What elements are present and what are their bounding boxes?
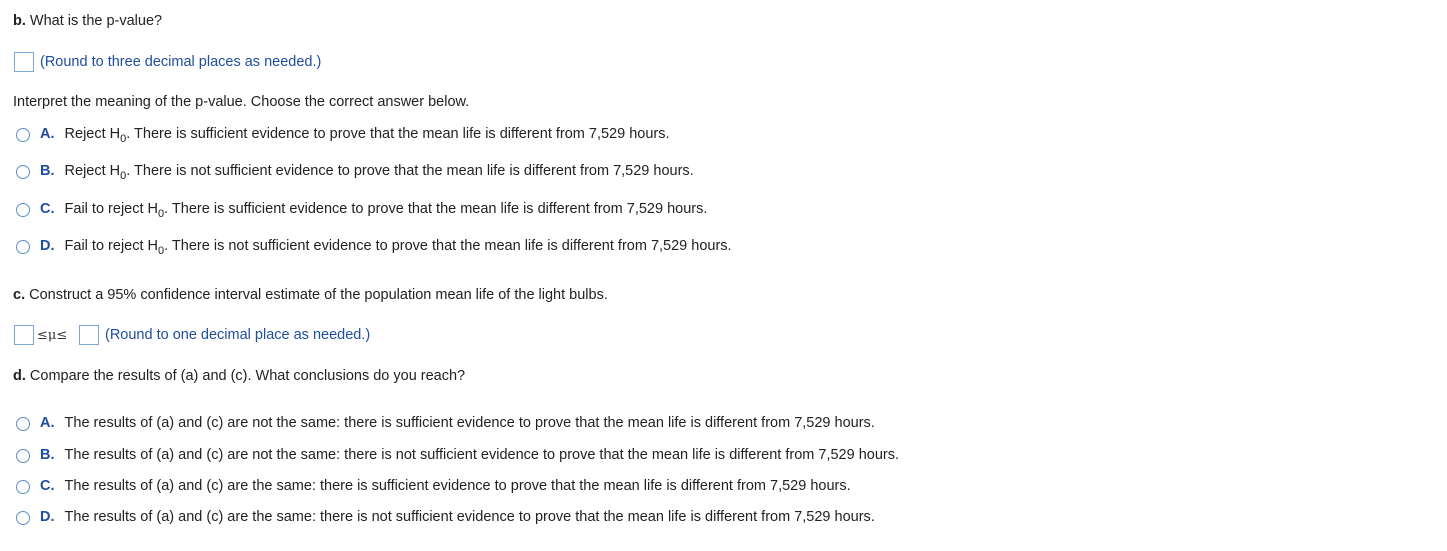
part-c-question <box>13 287 608 303</box>
choice-prefix: Fail to reject H <box>64 238 159 254</box>
part-d-choice-c-radio[interactable] <box>16 480 30 494</box>
ci-upper-input[interactable] <box>79 325 99 345</box>
part-d-choice-b-radio[interactable] <box>16 449 30 463</box>
choice-text: . There is sufficient evidence to prove that the mean life is different from 7,529 hours. <box>164 201 708 217</box>
part-b-choice-a[interactable] <box>40 126 670 145</box>
subscript: 0 <box>120 133 127 145</box>
choice-text: . There is sufficient evidence to prove that the mean life is different from 7,529 hours. <box>126 126 670 142</box>
ci-round-hint: (Round to one decimal place as needed.) <box>105 327 371 343</box>
part-d-text: Compare the results of (a) and (c). What conclusions do you reach? <box>25 368 466 384</box>
choice-letter: D. <box>40 238 55 254</box>
choice-prefix: Fail to reject H <box>64 201 159 217</box>
part-d-choice-a-radio[interactable] <box>16 417 30 431</box>
part-d-label: d. <box>13 368 26 384</box>
p-value-input[interactable] <box>14 52 34 72</box>
part-b-choice-a-radio[interactable] <box>16 128 30 142</box>
choice-text: The results of (a) and (c) are the same: there is not sufficient evidence to prove that the mean life is different from 7,529 hours. <box>64 509 875 525</box>
subscript: 0 <box>158 208 165 220</box>
choice-prefix: Reject H <box>64 126 121 142</box>
part-c-label: c. <box>13 287 26 303</box>
part-d-choice-d-radio[interactable] <box>16 511 30 525</box>
choice-text: The results of (a) and (c) are the same: there is sufficient evidence to prove that the mean life is different from 7,529 hours. <box>64 478 851 494</box>
subscript: 0 <box>120 170 127 182</box>
choice-text: . There is not sufficient evidence to prove that the mean life is different from 7,529 hours. <box>164 238 732 254</box>
choice-letter: C. <box>40 201 55 217</box>
subscript: 0 <box>158 245 165 257</box>
part-b-text: What is the p-value? <box>25 13 163 29</box>
choice-text: . There is not sufficient evidence to prove that the mean life is different from 7,529 hours. <box>126 163 694 179</box>
part-b-choice-d[interactable] <box>40 238 732 257</box>
part-b-question <box>13 13 162 29</box>
choice-prefix: Reject H <box>64 163 121 179</box>
choice-letter: A. <box>40 126 55 142</box>
p-value-round-hint: (Round to three decimal places as needed.) <box>40 54 322 70</box>
part-b-label: b. <box>13 13 26 29</box>
choice-letter: B. <box>40 447 55 463</box>
choice-letter: A. <box>40 415 55 431</box>
part-b-choice-d-radio[interactable] <box>16 240 30 254</box>
interpret-prompt: Interpret the meaning of the p-value. Choose the correct answer below. <box>13 94 470 110</box>
choice-letter: D. <box>40 509 55 525</box>
part-c-text: Construct a 95% confidence interval estimate of the population mean life of the light bulbs. <box>25 287 608 303</box>
part-b-choice-b-radio[interactable] <box>16 165 30 179</box>
inequality-mu: ≤μ≤ <box>37 328 68 343</box>
choice-letter: C. <box>40 478 55 494</box>
choice-text: The results of (a) and (c) are not the same: there is sufficient evidence to prove that the mean life is different from 7,529 hours. <box>64 415 875 431</box>
part-b-choice-b[interactable] <box>40 163 694 182</box>
part-d-choice-b[interactable] <box>40 447 899 463</box>
part-b-choice-c[interactable] <box>40 201 708 220</box>
part-d-choice-c[interactable] <box>40 478 851 494</box>
ci-lower-input[interactable] <box>14 325 34 345</box>
part-d-choice-d[interactable] <box>40 509 875 525</box>
choice-letter: B. <box>40 163 55 179</box>
part-b-choice-c-radio[interactable] <box>16 203 30 217</box>
choice-text: The results of (a) and (c) are not the same: there is not sufficient evidence to prove that the mean life is different from 7,529 hours. <box>64 447 899 463</box>
part-d-choice-a[interactable] <box>40 415 875 431</box>
part-d-question <box>13 368 465 384</box>
